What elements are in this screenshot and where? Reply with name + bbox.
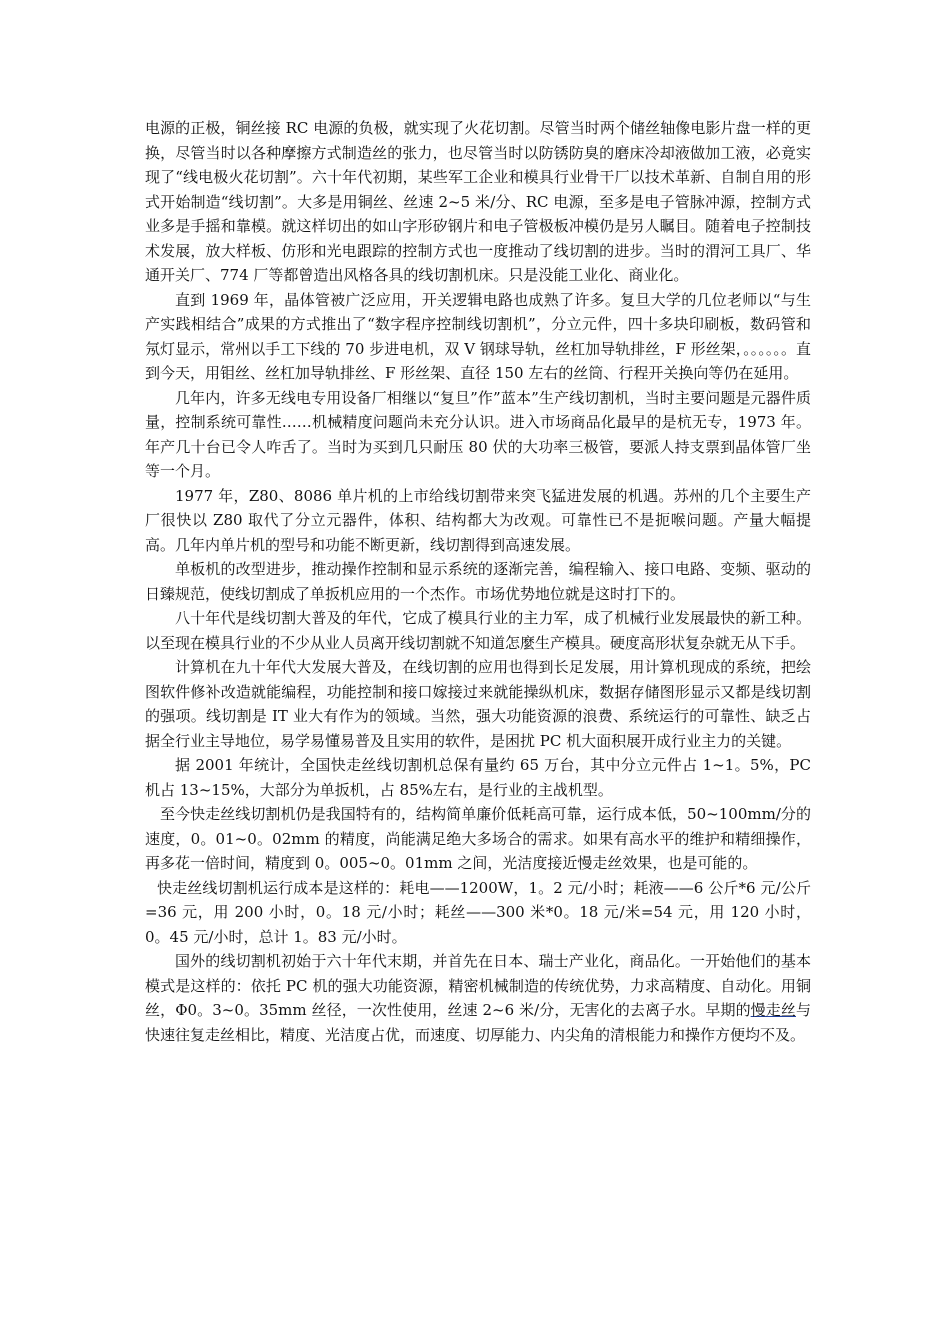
paragraph-3: 几年内，许多无线电专用设备厂相继以“复旦”作”蓝本”生产线切割机，当时主要问题是元器件质量，控制系统可靠性……机械精度问题尚未充分认识。进入市场商品化最早的是杭无专，1973 年。年产几十台已令人咋舌了。当时为买到几只耐压 80 伏的大功率三极管，要派人持支票到晶体管厂坐等一个月。 [145,388,811,480]
paragraph-11-text-start: 国外的线切割机初始于六十年代末期，并首先在日本、瑞士产业化，商品化。一开始他们的基本模式是这样的：依托 PC 机的强大功能资源，精密机械制造的传统优势，力求高精度、自动化。用铜丝，Φ0。3~0。35mm 丝径，一次性使用，丝速 2~6 米/分，无害化的去离子水。早期的 [145,952,811,1019]
paragraph-8: 据 2001 年统计，全国快走丝线切割机总保有量约 65 万台，其中分立元件占 1~1。5%，PC 机占 13~15%，大部分为单扳机，占 85%左右，是行业的主战机型。 [145,756,811,799]
paragraph-5: 单板机的改型进步，推动操作控制和显示系统的逐渐完善，编程输入、接口电路、变频、驱动的日臻规范，使线切割成了单扳机应用的一个杰作。市场优势地位就是这时打下的。 [145,560,811,603]
paragraph-1: 电源的正极，铜丝接 RC 电源的负极，就实现了火花切割。尽管当时两个储丝轴像电影片盘一样的更换，尽管当时以各种摩擦方式制造丝的张力，也尽管当时以防锈防臭的磨床冷却液做加工液，必竟实现了“线电极火花切割”。六十年代初期，某些军工企业和模具行业骨干厂以技术革新、自制自用的形式开始制造“线切割”。大多是用铜丝、丝速 2~5 米/分、RC 电源，至多是电子管脉冲源，控制方式业多是手摇和靠模。就这样切出的如山字形矽钢片和电子管极板冲模仍是另人瞩目。随着电子控制技术发展，放大样板、仿形和光电跟踪的控制方式也一度推动了线切割的进步。当时的渭河工具厂、华通开关厂、774 厂等都曾造出风格各具的线切割机床。只是没能工业化、商业化。 [145,119,811,284]
paragraph-7: 计算机在九十年代大发展大普及，在线切割的应用也得到长足发展，用计算机现成的系统，把绘图软件修补改造就能编程，功能控制和接口嫁接过来就能操纵机床，数据存储图形显示又都是线切割的强项。线切割是 IT 业大有作为的领域。当然，强大功能资源的浪费、系统运行的可靠性、缺乏占据全行业主导地位，易学易懂易普及且实用的软件，是困扰 PC 机大面积展开成行业主力的关键。 [145,658,811,750]
paragraph-10: 快走丝线切割机运行成本是这样的：耗电——1200W，1。2 元/小时；耗液——6 公斤*6 元/公斤=36 元，用 200 小时，0。18 元/小时；耗丝——300 米*0。18 元/米=54 元，用 120 小时，0。45 元/小时，总计 1。83 元/小时。 [145,878,811,946]
paragraph-11 [145,949,811,1047]
paragraph-9: 至今快走丝线切割机仍是我国特有的，结构简单廉价低耗高可靠，运行成本低，50~100mm/分的速度，0。01~0。02mm 的精度，尚能满足绝大多场合的需求。如果有高水平的维护和精细操作，再多花一倍时间，精度到 0。005~0。01mm 之间，光洁度接近慢走丝效果，也是可能的。 [145,805,811,872]
paragraph-4: 1977 年，Z80、8086 单片机的上市给线切割带来突飞猛进发展的机遇。苏州的几个主要生产厂很快以 Z80 取代了分立元器件，体积、结构都大为改观。可靠性已不是扼喉问题。产量大幅提高。几年内单片机的型号和功能不断更新，线切割得到高速发展。 [145,486,811,554]
slow-wire-link[interactable]: 慢走丝 [750,1001,796,1019]
paragraph-11-text-end: 与快速往复走丝相比，精度、光洁度占优，而速度、切厚能力、内尖角的清根能力和操作方便均不及。 [145,1001,811,1044]
paragraph-6: 八十年代是线切割大普及的年代，它成了模具行业的主力军，成了机械行业发展最快的新工种。以至现在模具行业的不少从业人员离开线切割就不知道怎麼生产模具。硬度高形状复杂就无从下手。 [145,609,811,652]
paragraph-2: 直到 1969 年，晶体管被广泛应用，开关逻辑电路也成熟了许多。复旦大学的几位老师以“与生产实践相结合”成果的方式推出了“数字程序控制线切割机”，分立元件，四十多块印刷板，数码管和氖灯显示，常州以手工下线的 70 步进电机，双 V 钢球导轨，丝杠加导轨排丝，F 形丝架，。。。。。。直到今天，用钼丝、丝杠加导轨排丝、F 形丝架、直径 150 左右的丝筒、行程开关换向等仍在延用。 [145,290,811,382]
document-body [145,116,811,1047]
